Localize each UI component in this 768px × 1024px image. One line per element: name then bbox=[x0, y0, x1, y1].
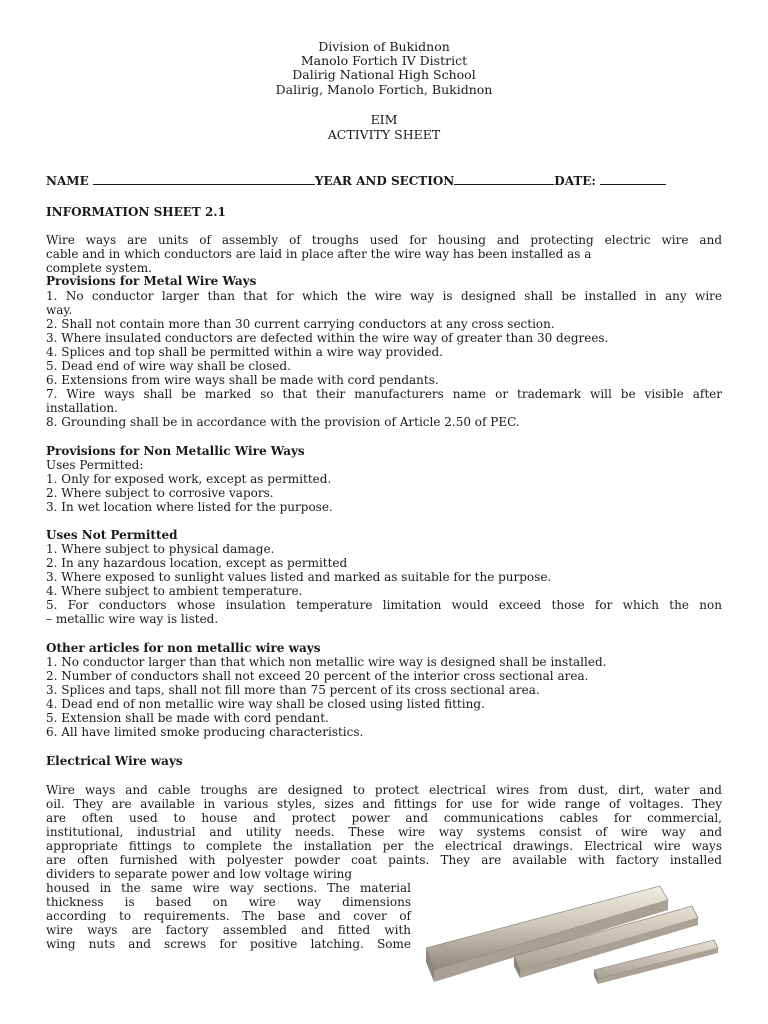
header-sheet-title: ACTIVITY SHEET bbox=[327, 127, 441, 142]
metal-item: 5. Dead end of wire way shall be closed. bbox=[46, 359, 291, 373]
other-articles-heading: Other articles for non metallic wire ways bbox=[46, 641, 321, 655]
uses-permitted-item: 1. Only for exposed work, except as permitted. bbox=[46, 472, 332, 486]
electrical-paragraph-line: wing nuts and screws for positive latching. Some bbox=[46, 937, 411, 951]
nonmetal-wireways-heading: Provisions for Non Metallic Wire Ways bbox=[46, 444, 305, 458]
uses-permitted-label: Uses Permitted: bbox=[46, 458, 144, 472]
header-division: Division of Bukidnon bbox=[318, 39, 450, 54]
uses-not-permitted-heading: Uses Not Permitted bbox=[46, 528, 178, 542]
student-info-fields bbox=[46, 173, 722, 189]
not-permitted-item: 5. For conductors whose insulation temperature limitation would exceed those for which the non bbox=[46, 598, 722, 612]
other-article-item: 5. Extension shall be made with cord pendant. bbox=[46, 711, 329, 725]
not-permitted-item: – metallic wire way is listed. bbox=[46, 612, 219, 626]
electrical-paragraph-line: housed in the same wire way sections. The material bbox=[46, 881, 411, 895]
electrical-paragraph-line: oil. They are available in various styles, sizes and fittings for use for wide range of voltages. They bbox=[46, 797, 722, 811]
header-district: Manolo Fortich IV District bbox=[300, 53, 468, 68]
other-article-item: 4. Dead end of non metallic wire way shall be closed using listed fitting. bbox=[46, 697, 485, 711]
other-article-item: 3. Splices and taps, shall not fill more than 75 percent of its cross sectional area. bbox=[46, 683, 540, 697]
year-section-blank[interactable] bbox=[454, 173, 554, 185]
intro-line: cable and in which conductors are laid in place after the wire way has been installed as a bbox=[46, 247, 592, 261]
electrical-paragraph-line: are often furnished with polyester powder coat paints. They are available with factory installed bbox=[46, 853, 722, 867]
header-address: Dalirig, Manolo Fortich, Bukidnon bbox=[275, 82, 493, 97]
not-permitted-item: 4. Where subject to ambient temperature. bbox=[46, 584, 303, 598]
not-permitted-item: 3. Where exposed to sunlight values listed and marked as suitable for the purpose. bbox=[46, 570, 552, 584]
electrical-paragraph-line: wire ways are factory assembled and fitted with bbox=[46, 923, 411, 937]
electrical-paragraph-line: Wire ways and cable troughs are designed to protect electrical wires from dust, dirt, water and bbox=[46, 783, 722, 797]
header-subject: EIM bbox=[370, 112, 398, 127]
intro-line: complete system. bbox=[46, 261, 152, 275]
electrical-paragraph-line: appropriate fittings to complete the installation per the electrical drawings. Electrical wire ways bbox=[46, 839, 722, 853]
uses-permitted-item: 3. In wet location where listed for the purpose. bbox=[46, 500, 333, 514]
metal-item: way. bbox=[46, 303, 73, 317]
name-label: NAME bbox=[46, 174, 89, 188]
metal-item: 3. Where insulated conductors are defected within the wire way of greater than 30 degrees. bbox=[46, 331, 609, 345]
electrical-paragraph-line: according to requirements. The base and cover of bbox=[46, 909, 411, 923]
electrical-wireways-heading: Electrical Wire ways bbox=[46, 754, 183, 768]
date-label: DATE: bbox=[554, 174, 596, 188]
info-sheet-title: INFORMATION SHEET 2.1 bbox=[46, 205, 226, 219]
electrical-paragraph-line: institutional, industrial and utility needs. These wire way systems consist of wire way and bbox=[46, 825, 722, 839]
wire-way-troughs-photo bbox=[422, 878, 722, 988]
metal-item: 2. Shall not contain more than 30 current carrying conductors at any cross section. bbox=[46, 317, 555, 331]
intro-line: Wire ways are units of assembly of troughs used for housing and protecting electric wire and bbox=[46, 233, 722, 247]
year-section-label: YEAR AND SECTION bbox=[314, 174, 455, 188]
header-school: Dalirig National High School bbox=[292, 67, 476, 82]
other-article-item: 2. Number of conductors shall not exceed 20 percent of the interior cross sectional area. bbox=[46, 669, 589, 683]
electrical-paragraph-line: are often used to house and protect power and communications cables for commercial, bbox=[46, 811, 722, 825]
metal-item: 6. Extensions from wire ways shall be made with cord pendants. bbox=[46, 373, 439, 387]
metal-item: 7. Wire ways shall be marked so that their manufacturers name or trademark will be visible after bbox=[46, 387, 722, 401]
not-permitted-item: 2. In any hazardous location, except as permitted bbox=[46, 556, 348, 570]
other-article-item: 6. All have limited smoke producing characteristics. bbox=[46, 725, 364, 739]
metal-item: 1. No conductor larger than that for which the wire way is designed shall be installed in any wire bbox=[46, 289, 722, 303]
other-article-item: 1. No conductor larger than that which non metallic wire way is designed shall be installed. bbox=[46, 655, 607, 669]
metal-wireways-heading: Provisions for Metal Wire Ways bbox=[46, 274, 257, 288]
metal-item: 4. Splices and top shall be permitted within a wire way provided. bbox=[46, 345, 443, 359]
electrical-paragraph-line: thickness is based on wire way dimensions bbox=[46, 895, 411, 909]
not-permitted-item: 1. Where subject to physical damage. bbox=[46, 542, 275, 556]
metal-item: installation. bbox=[46, 401, 118, 415]
name-blank[interactable] bbox=[93, 173, 315, 185]
electrical-paragraph-line: dividers to separate power and low voltage wiring bbox=[46, 867, 353, 881]
uses-permitted-item: 2. Where subject to corrosive vapors. bbox=[46, 486, 274, 500]
metal-item: 8. Grounding shall be in accordance with the provision of Article 2.50 of PEC. bbox=[46, 415, 520, 429]
date-blank[interactable] bbox=[600, 173, 666, 185]
